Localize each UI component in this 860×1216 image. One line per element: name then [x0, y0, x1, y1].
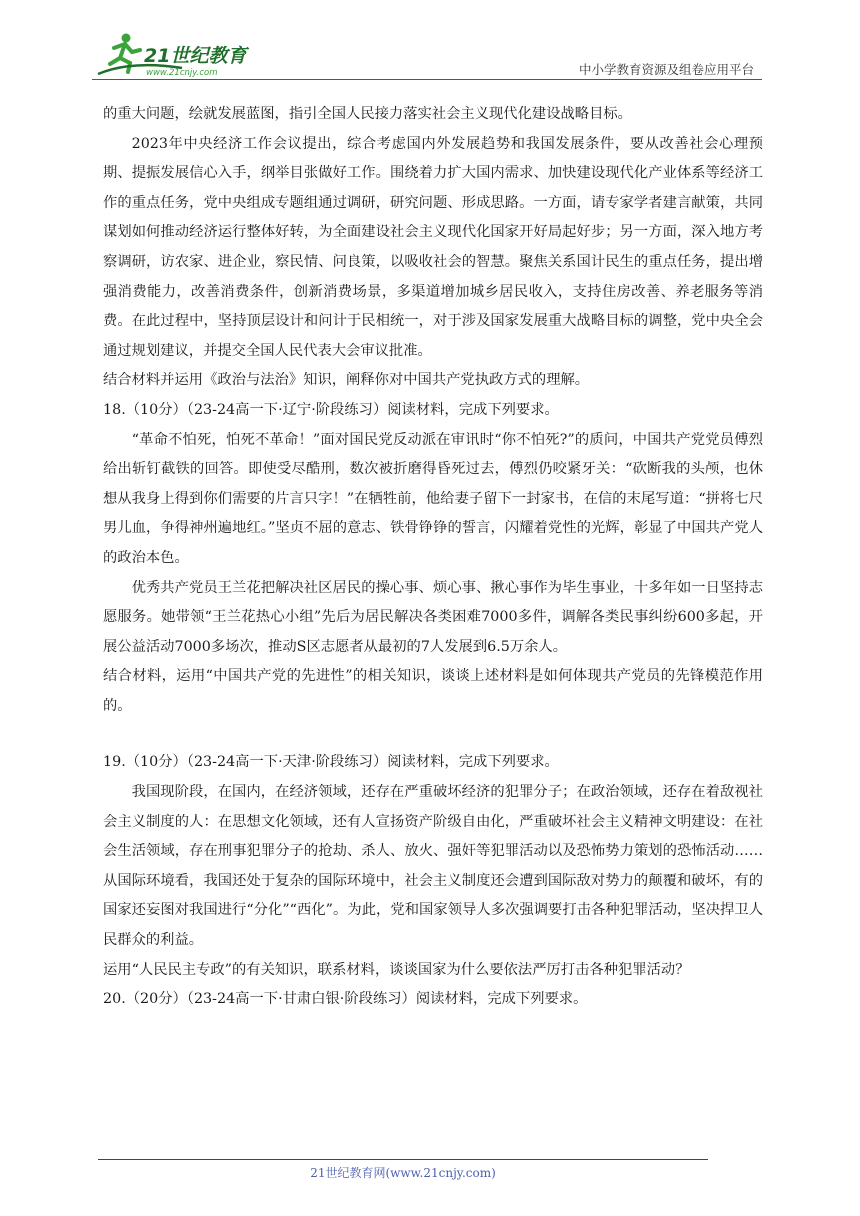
q18-question: 结合材料，运用“中国共产党的先进性”的相关知识，谈谈上述材料是如何体现共产党员的先锋模范作用的。: [103, 668, 763, 714]
q17-material: 2023年中央经济工作会议提出，综合考虑国内外发展趋势和我国发展条件，要从改善社会心理预期、提振发展信心入手，纲举目张做好工作。围绕着力扩大国内需求、加快建设现代化产业体系等经济工作的重点任务，党中央组成专题组通过调研，研究问题、形成思路。一方面，请专家学者建言献策，共同谋划如何推动经济运行整体好转，为全面建设社会主义现代化国家开好局起好步；另一方面，深入地方考察调研，访农家、进企业，察民情、问良策，以吸收社会的智慧。聚焦关系国计民生的重点任务，提出增强消费能力，改善消费条件，创新消费场景，多渠道增加城乡居民收入，支持住房改善、养老服务等消费。在此过程中，坚持顶层设计和问计于民相统一，对于涉及国家发展重大战略目标的调整，党中央全会通过规划建议，并提交全国人民代表大会审议批准。: [103, 135, 763, 359]
q17-question: 结合材料并运用《政治与法治》知识，阐释你对中国共产党执政方式的理解。: [103, 372, 590, 389]
spacer: [103, 721, 763, 748]
q19-material: 我国现阶段，在国内，在经济领域，还存在严重破坏经济的犯罪分子；在政治领域，还存在着敌视社会主义制度的人：在思想文化领域，还有人宣扬资产阶级自由化，严重破坏社会主义精神文明建设：在社会生活领域，存在刑事犯罪分子的抢劫、杀人、放火、强奸等犯罪活动以及恐怖势力策划的恐怖活动……从国际环境看，我国还处于复杂的国际环境中，社会主义制度还会遭到国际敌对势力的颠覆和破坏，有的国家还妄图对我国进行“分化”“西化”。为此，党和国家领导人多次强调要打击各种犯罪活动，坚决捍卫人民群众的利益。: [103, 784, 763, 949]
q19-title: 19.（10分）（23-24高一下·天津·阶段练习）阅读材料，完成下列要求。: [103, 754, 559, 771]
page-header: [92, 30, 762, 84]
footer-divider: [98, 1159, 708, 1160]
q19-question: 运用“人民民主专政”的有关知识，联系材料，谈谈国家为什么要依法严厉打击各种犯罪活动？: [103, 961, 690, 978]
paragraph-intro-tail: 的重大问题，绘就发展蓝图，指引全国人民接力落实社会主义现代化建设战略目标。: [103, 106, 632, 122]
logo-text: 21世纪教育: [144, 45, 247, 67]
q18-material-2: 优秀共产党员王兰花把解决社区居民的操心事、烦心事、揪心事作为毕生事业，十多年如一日坚持志愿服务。她带领“王兰花热心小组”先后为居民解决各类困难7000多件，调解各类民事纠纷600多起，开展公益活动7000多场次，推动S区志愿者从最初的7人发展到6.5万余人。: [103, 579, 763, 655]
q18-title: 18.（10分）（23-24高一下·辽宁·阶段练习）阅读材料，完成下列要求。: [103, 401, 559, 418]
q18-material-1: “革命不怕死，怕死不革命！”面对国民党反动派在审讯时“你不怕死?”的质问，中国共产党党员傅烈给出斩钉截铁的回答。即使受尽酷刑，数次被折磨得昏死过去，傅烈仍咬紧牙关：“砍断我的头颅，也休想从我身上得到你们需要的片言只字！”在牺牲前，他给妻子留下一封家书，在信的末尾写道：“拼将七尺男儿血，争得神州遍地红。”坚贞不屈的意志、铁骨铮铮的誓言，闪耀着党性的光辉，彰显了中国共产党人的政治本色。: [103, 431, 763, 566]
header-divider: [92, 79, 762, 80]
document-body: [103, 100, 763, 1015]
platform-name: 中小学教育资源及组卷应用平台: [578, 62, 754, 77]
logo-url: www.21cnjy.com: [146, 68, 218, 78]
q20-title: 20.（20分）（23-24高一下·甘肃白银·阶段练习）阅读材料，完成下列要求。: [103, 991, 588, 1008]
footer-link[interactable]: 21世纪教育网(www.21cnjy.com): [310, 1166, 496, 1180]
logo-21cnjy: [92, 30, 262, 80]
